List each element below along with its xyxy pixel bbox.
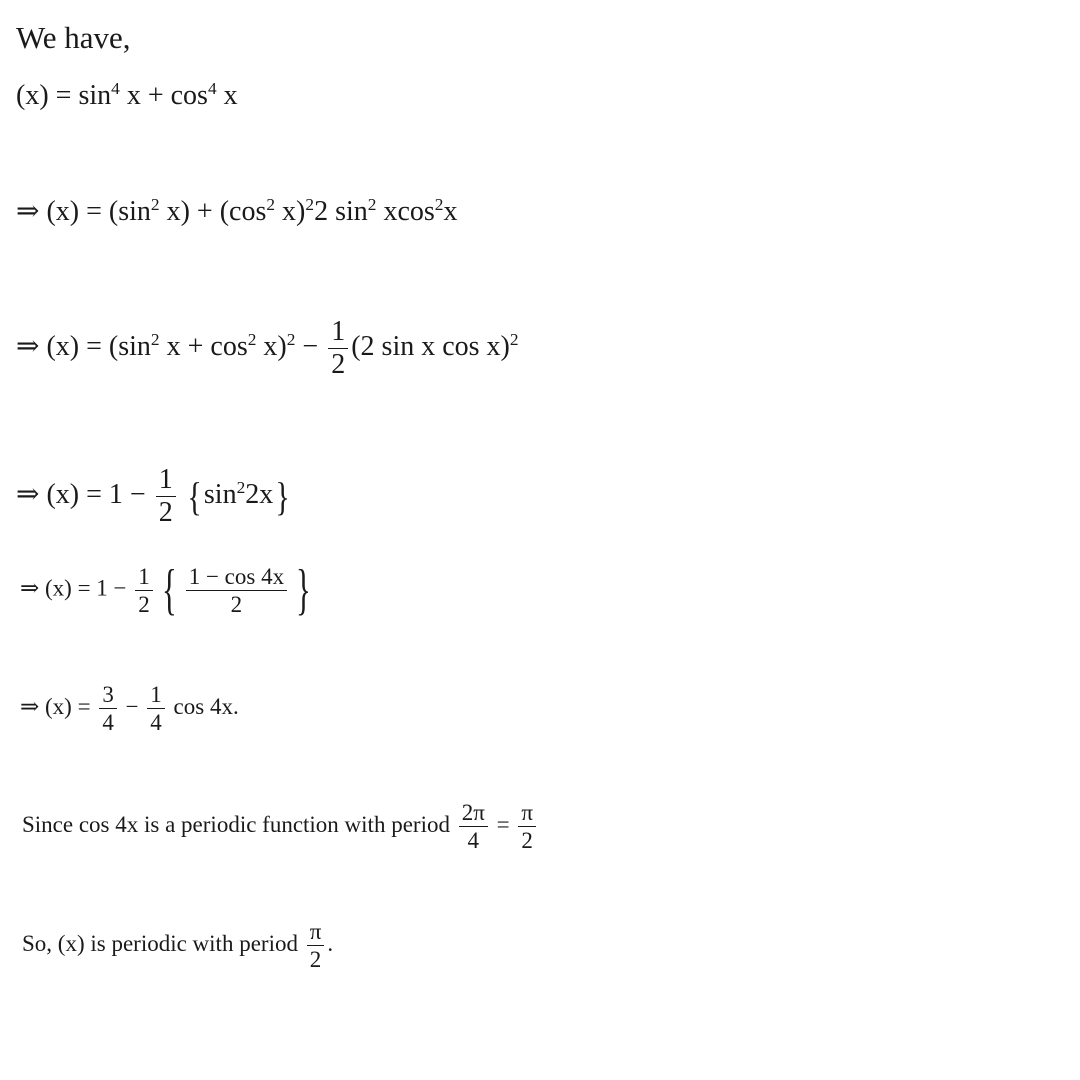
equation-definition: $(x) = \sin^4 x + \cos^4 x$	[16, 78, 238, 111]
fraction-pi-over-2: $\frac{\pi}{2}$	[307, 920, 325, 971]
equation-step-2: ⇒ $(x) = (\sin^2$ $x + \cos^2 x)^2$ − $\frac{1}{2}$ (2 sin x cos x)$^2$	[16, 316, 519, 380]
fraction-one-half: $\frac{1}{2}$	[135, 565, 153, 616]
fraction-one-half: $\frac{1}{2}$	[156, 466, 176, 527]
fraction-one-quarter: $\frac{1}{4}$	[147, 683, 165, 734]
equation-step-5: ⇒ (x) = $\frac{3}{4}$ − $\frac{1}{4}$ cos 4x.	[20, 682, 239, 735]
conclusion-statement: So, (x) is periodic with period $\frac{\pi}{2}$ .	[22, 919, 334, 972]
fraction-three-quarters: $\frac{3}{4}$	[99, 683, 117, 734]
equation-step-1: ⇒ $(x) = (\sin^2$ $x) + (\cos^2$ x)$^2$2 $\sin^2 xcos^2x$	[16, 194, 458, 227]
intro-text: We have,	[16, 20, 131, 55]
fraction-one-half: $\frac{1}{2}$	[328, 318, 348, 379]
fraction-two-pi-over-4: $\frac{2\pi}{4}$	[459, 801, 488, 852]
equation-step-4: ⇒ (x) = 1 − $\frac{1}{2}$ { $\frac{1 - \cos 4x}{2}$ }	[20, 559, 311, 621]
periodicity-statement: Since cos 4x is a periodic function with period $\frac{2\pi}{4}$ = $\frac{\pi}{2}$	[22, 801, 539, 852]
equation-step-3: ⇒ (x) = 1 − $\frac{1}{2}$ $\{\sin^22x\}$	[16, 464, 291, 528]
fraction-pi-over-2: $\frac{\pi}{2}$	[518, 801, 536, 852]
fraction-one-minus-cos-4x-over-2: $\frac{1 - \cos 4x}{2}$	[186, 565, 287, 616]
